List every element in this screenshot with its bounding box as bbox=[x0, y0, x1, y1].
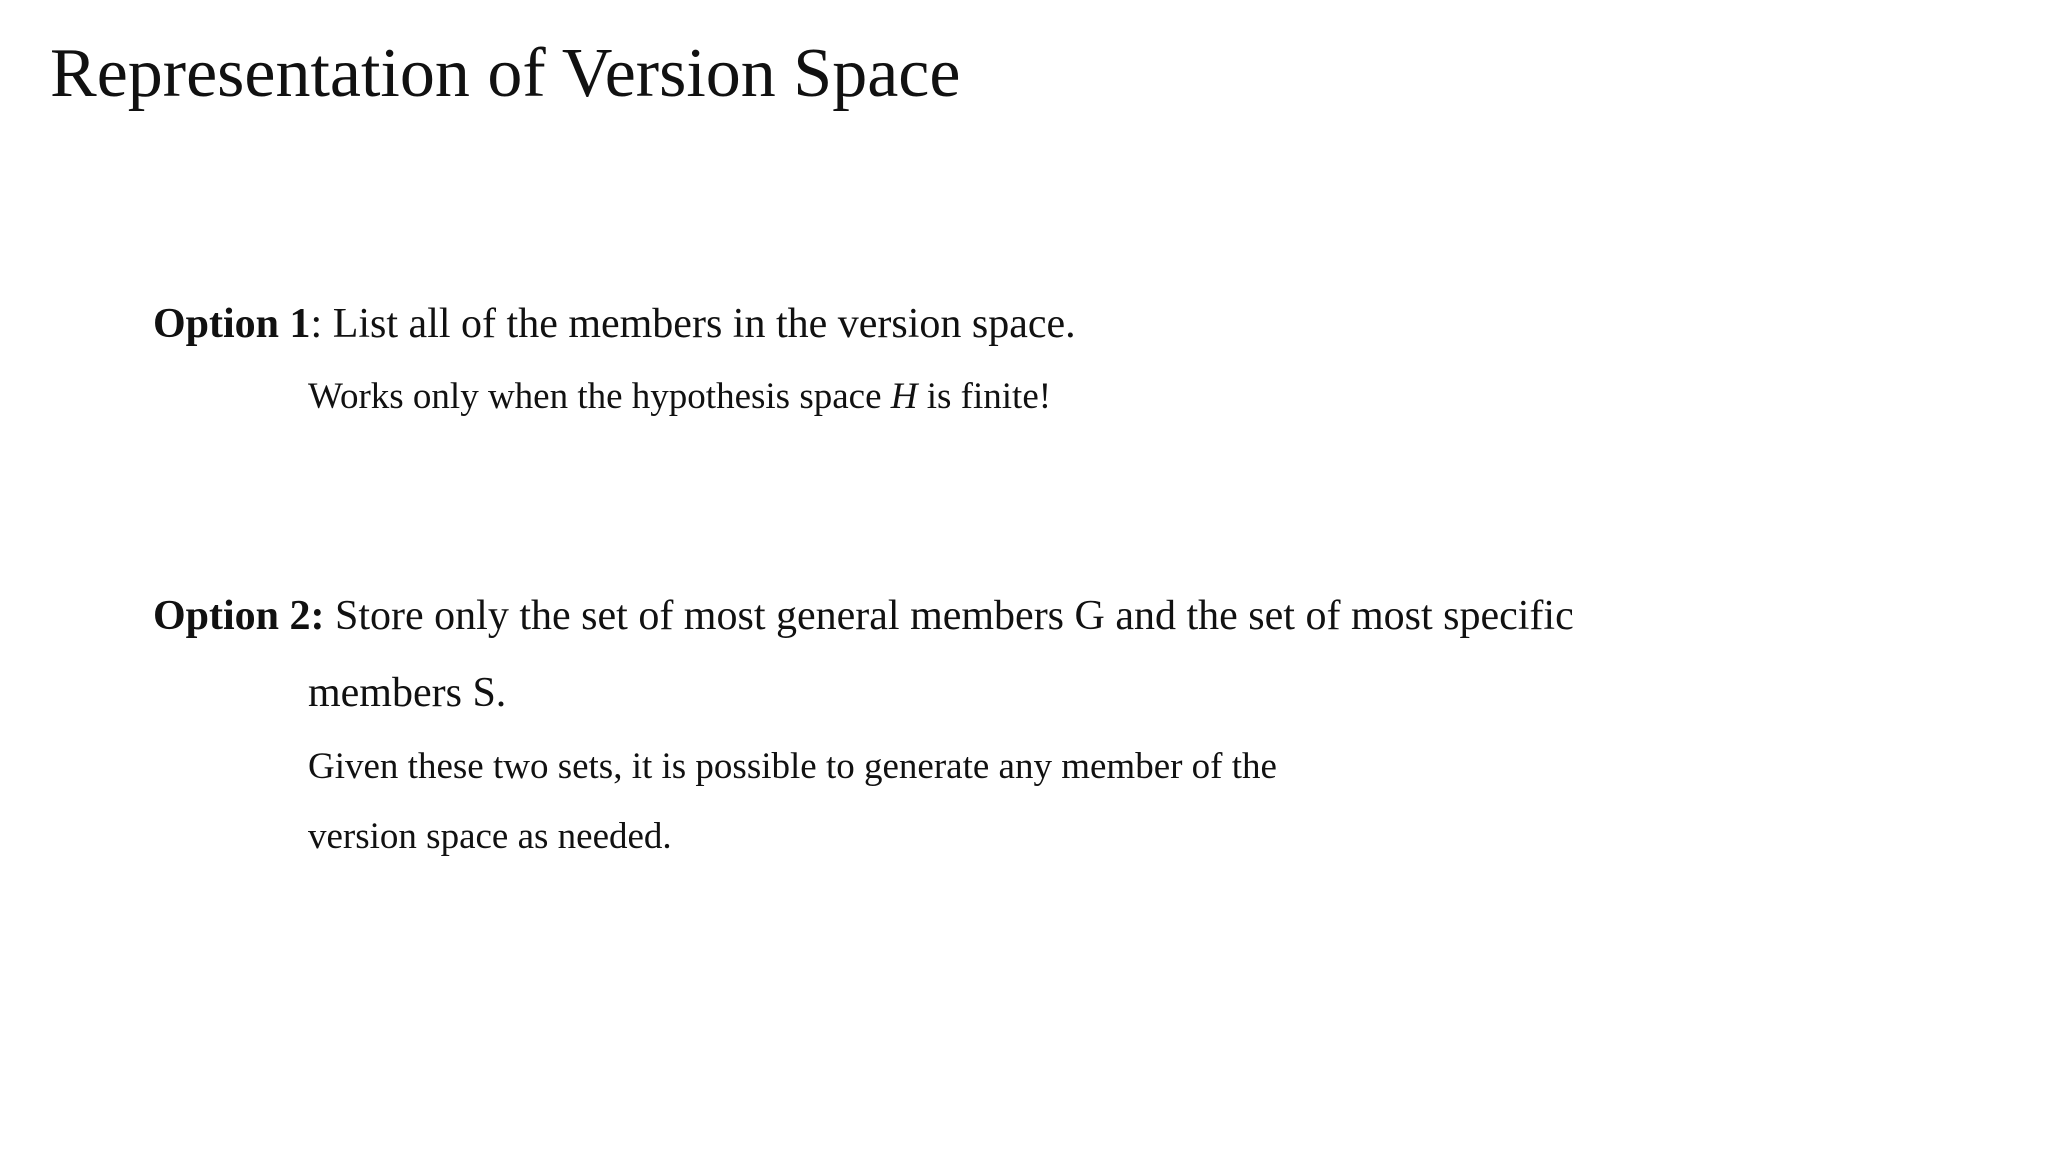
option1-note bbox=[308, 374, 1051, 420]
slide-title: Representation of Version Space bbox=[50, 35, 961, 112]
option1-note-after: is finite! bbox=[917, 376, 1052, 417]
option1-label: Option 1 bbox=[153, 301, 311, 347]
option2-text-line1: Store only the set of most general members G and the set of most specific bbox=[324, 593, 1574, 639]
option1-note-before: Works only when the hypothesis space bbox=[308, 376, 891, 417]
option1-line bbox=[153, 298, 1076, 350]
option2-note-line1: Given these two sets, it is possible to generate any member of the bbox=[308, 746, 1277, 787]
option2-line bbox=[153, 590, 1574, 642]
option2-text-line2: members S. bbox=[308, 670, 507, 716]
option1-text: : List all of the members in the version space. bbox=[310, 301, 1076, 347]
hypothesis-symbol: H bbox=[890, 376, 918, 417]
option2-label: Option 2: bbox=[153, 593, 325, 639]
option2-note-line2: version space as needed. bbox=[308, 816, 672, 857]
